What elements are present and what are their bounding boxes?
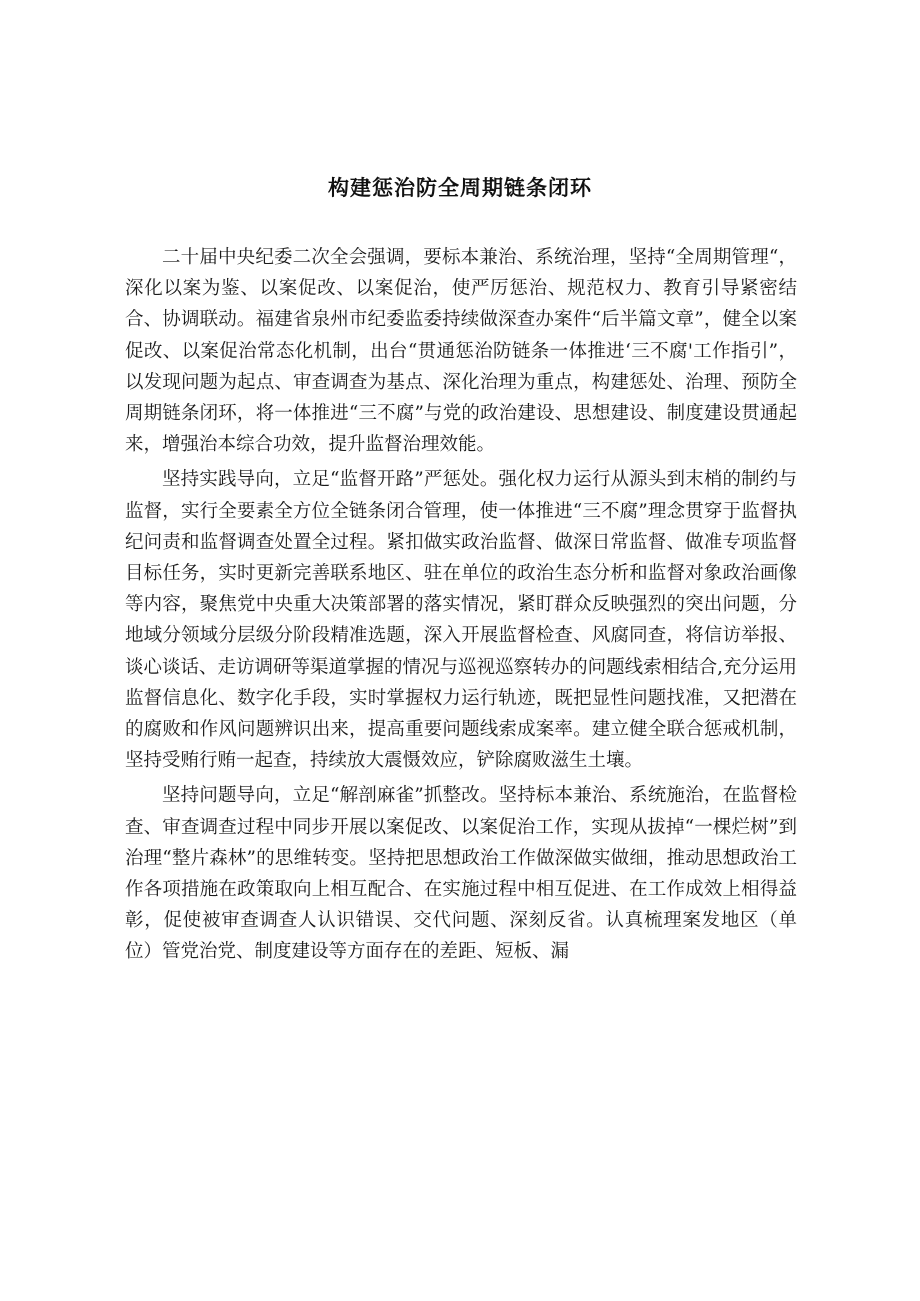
paragraph-problem-orientation: 坚持问题导向，立足“解剖麻雀”抓整改。坚持标本兼治、系统施治，在监督检查、审查调查过程中同步开展以案促改、以案促治工作，实现从拔掉“一棵烂树”到治理“整片森林”的思维转变。坚持把思想政治工作做深做实做细，推动思想政治工作各项措施在政策取向上相互配合、在实施过程中相互促进、在工作成效上相得益彰，促使被审查调查人认识错误、交代问题、深刻反省。认真梳理案发地区（单位）管党治党、制度建设等方面存在的差距、短板、漏 xyxy=(125,785,797,963)
paragraph-practice-orientation: 坚持实践导向，立足“监督开路”严惩处。强化权力运行从源头到末梢的制约与监督，实行全要素全方位全链条闭合管理，使一体推进“三不腐”理念贯穿于监督执纪问责和监督调查处置全过程。紧扣做实政治监督、做深日常监督、做准专项监督目标任务，实时更新完善联系地区、驻在单位的政治生态分析和监督对象政治画像等内容，聚焦党中央重大决策部署的落实情况，紧盯群众反映强烈的突出问题，分地域分领域分层级分阶段精准选题，深入开展监督检查、风腐同查，将信访举报、谈心谈话、走访调研等渠道掌握的情况与巡视巡察转办的问题线索相结合,充分运用监督信息化、数字化手段，实时掌握权力运行轨迹，既把显性问题找准，又把潜在的腐败和作风问题辨识出来，提高重要问题线索成案率。建立健全联合惩戒机制，坚持受贿行贿一起查，持续放大震慑效应，铲除腐败滋生土壤。 xyxy=(125,469,797,772)
paragraph-intro: 二十届中央纪委二次全会强调，要标本兼治、系统治理，坚持“全周期管理“，深化以案为鉴、以案促改、以案促治，使严厉惩治、规范权力、教育引导紧密结合、协调联动。福建省泉州市纪委监委持续做深查办案件“后半篇文章”，健全以案促改、以案促治常态化机制，出台“贯通惩治防链条一体推进‘三不腐'工作指引”，以发现问题为起点、审查调查为基点、深化治理为重点，构建惩处、治理、预防全周期链条闭环，将一体推进“三不腐”与党的政治建设、思想建设、制度建设贯通起来，增强治本综合功效，提升监督治理效能。 xyxy=(125,247,797,456)
document-body xyxy=(125,242,797,972)
document-title: 构建惩治防全周期链条闭环 xyxy=(328,176,592,200)
